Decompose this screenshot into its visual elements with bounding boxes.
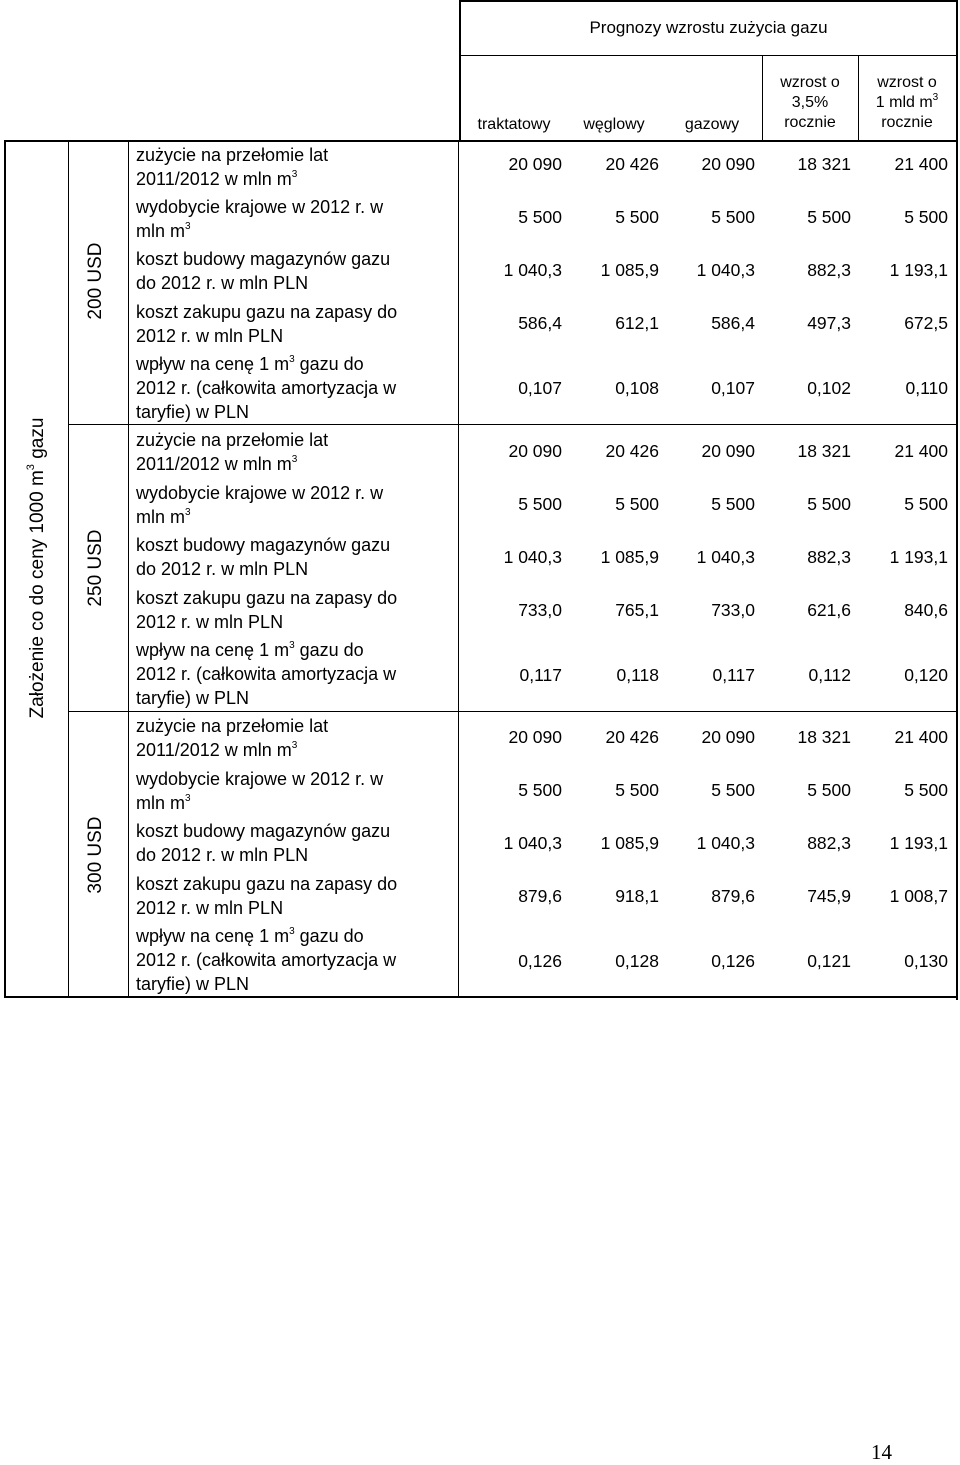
table-cell: 1 040,3 (503, 833, 562, 853)
table-cell: 0,130 (904, 951, 948, 971)
table-cell: 497,3 (807, 313, 851, 333)
table-cell: 0,128 (615, 951, 659, 971)
table-cell: 0,120 (904, 665, 948, 685)
table-cell: 0,126 (518, 951, 562, 971)
row-label-line: do 2012 r. w mln PLN (136, 273, 309, 293)
table-cell: 0,121 (807, 951, 851, 971)
table-cell: 0,117 (519, 665, 562, 685)
row-label-line: wydobycie krajowe w 2012 r. w (136, 483, 384, 503)
row-label (136, 352, 456, 424)
row-label-line: 2012 r. (całkowita amortyzacja w (136, 950, 397, 970)
row-label (136, 638, 456, 710)
row-label-line: wydobycie krajowe w 2012 r. w (136, 197, 384, 217)
row-label-line: wydobycie krajowe w 2012 r. w (136, 769, 384, 789)
table-cell: 1 040,3 (503, 260, 562, 280)
column-header-growth-1mld: wzrost o 1 mld $m^3$ rocznie (875, 74, 939, 131)
row-label-line: 2012 r. (całkowita amortyzacja w (136, 664, 397, 684)
row-label-line: koszt zakupu gazu na zapasy do (136, 588, 398, 608)
row-label-line: 2012 r. w mln PLN (136, 326, 284, 346)
table-cell: 5 500 (518, 494, 562, 514)
table-cell: 5 500 (711, 494, 755, 514)
table-cell: 21 400 (894, 441, 948, 461)
table-cell: 879,6 (711, 886, 755, 906)
table-cell: 1 085,9 (600, 260, 659, 280)
table-cell: 733,0 (518, 600, 562, 620)
row-label (136, 533, 456, 581)
table-cell: 21 400 (894, 727, 948, 747)
table-cell: 5 500 (904, 207, 948, 227)
row-label (136, 247, 456, 295)
table-cell: 1 193,1 (889, 260, 948, 280)
table-cell: 1 040,3 (696, 260, 755, 280)
column-header-gazowy: gazowy (684, 116, 740, 133)
row-label-line: 2011/2012 w mln $m^3$ (136, 740, 298, 760)
table-cell: 5 500 (518, 780, 562, 800)
row-label (136, 872, 456, 920)
table-cell: 20 090 (701, 441, 755, 461)
table-cell: 586,4 (518, 313, 562, 333)
table-cell: 1 193,1 (889, 833, 948, 853)
table-cell: 21 400 (894, 154, 948, 174)
row-label-line: do 2012 r. w mln PLN (136, 845, 309, 865)
row-label-line: wpływ na cenę 1 $m^3$ gazu do (136, 926, 364, 946)
column-header-growth-35: wzrost o 3,5% rocznie (780, 74, 840, 131)
table-cell: 5 500 (615, 780, 659, 800)
table-cell: 0,107 (518, 378, 562, 398)
table-cell: 5 500 (711, 207, 755, 227)
row-label-line: koszt zakupu gazu na zapasy do (136, 302, 398, 322)
row-label-line: zużycie na przełomie lat (136, 716, 329, 736)
table-cell: 1 085,9 (600, 833, 659, 853)
table-cell: 745,9 (807, 886, 851, 906)
table-cell: 5 500 (807, 780, 851, 800)
price-label-250: 250 USD (85, 529, 106, 607)
table-cell: 5 500 (904, 780, 948, 800)
row-label-line: mln $m^3$ (136, 507, 191, 527)
price-label-200: 200 USD (85, 242, 106, 320)
table-cell: 5 500 (615, 494, 659, 514)
row-label-line: taryfie) w PLN (136, 688, 250, 708)
table-cell: 5 500 (711, 780, 755, 800)
row-label-line: taryfie) w PLN (136, 974, 250, 994)
table-cell: 5 500 (904, 494, 948, 514)
table-cell: 621,6 (807, 600, 851, 620)
table-cell: 1 085,9 (600, 547, 659, 567)
table-cell: 20 090 (508, 727, 562, 747)
table-cell: 0,117 (712, 665, 755, 685)
table-cell: 882,3 (807, 547, 851, 567)
price-label-300: 300 USD (85, 816, 106, 894)
row-label-line: 2011/2012 w mln $m^3$ (136, 454, 298, 474)
table-cell: 5 500 (518, 207, 562, 227)
table-cell: 18 321 (797, 727, 851, 747)
row-label (136, 767, 456, 815)
row-label-line: 2012 r. (całkowita amortyzacja w (136, 378, 397, 398)
table-cell: 18 321 (797, 441, 851, 461)
column-header-weglowy: węglowy (583, 116, 645, 133)
row-label-line: 2012 r. w mln PLN (136, 612, 284, 632)
row-label (136, 195, 456, 243)
table-cell: 882,3 (807, 833, 851, 853)
row-label-line: mln $m^3$ (136, 793, 191, 813)
table-title: Prognozy wzrostu zużycia gazu (589, 18, 828, 37)
row-label-line: koszt budowy magazynów gazu (136, 249, 391, 269)
table-cell: 0,108 (615, 378, 659, 398)
table-cell: 879,6 (518, 886, 562, 906)
row-label-line: 2011/2012 w mln $m^3$ (136, 169, 298, 189)
table-cell: 5 500 (807, 494, 851, 514)
table-cell: 733,0 (711, 600, 755, 620)
table-cell: 1 193,1 (889, 547, 948, 567)
price-assumption-label: Założenie co do ceny 1000 $m^3$ gazu (24, 417, 48, 719)
table-cell: 672,5 (904, 313, 948, 333)
row-label-line: wpływ na cenę 1 $m^3$ gazu do (136, 354, 364, 374)
row-label-line: zużycie na przełomie lat (136, 430, 329, 450)
table-cell: 20 426 (605, 727, 659, 747)
table-cell: 1 008,7 (889, 886, 948, 906)
table-cell: 20 090 (701, 154, 755, 174)
row-label-line: koszt zakupu gazu na zapasy do (136, 874, 398, 894)
table-cell: 0,102 (807, 378, 851, 398)
row-label (136, 428, 456, 476)
row-label-line: zużycie na przełomie lat (136, 145, 329, 165)
table-cell: 918,1 (615, 886, 659, 906)
row-label-line: taryfie) w PLN (136, 402, 250, 422)
table-cell: 18 321 (797, 154, 851, 174)
row-label (136, 586, 456, 634)
table-cell: 0,118 (616, 665, 659, 685)
row-label (136, 300, 456, 348)
row-label-line: koszt budowy magazynów gazu (136, 535, 391, 555)
table-cell: 586,4 (711, 313, 755, 333)
table-cell: 765,1 (615, 600, 659, 620)
row-label (136, 714, 456, 762)
column-header-traktatowy: traktatowy (477, 116, 551, 133)
table-cell: 0,110 (905, 378, 948, 398)
table-cell: 0,107 (711, 378, 755, 398)
table-cell: 0,112 (808, 665, 851, 685)
row-label (136, 819, 456, 867)
row-label (136, 143, 456, 191)
table-cell: 612,1 (615, 313, 659, 333)
row-label (136, 924, 456, 996)
table-cell: 1 040,3 (696, 833, 755, 853)
table-cell: 840,6 (904, 600, 948, 620)
table-cell: 0,126 (711, 951, 755, 971)
table-cell: 882,3 (807, 260, 851, 280)
row-label-line: wpływ na cenę 1 $m^3$ gazu do (136, 640, 364, 660)
table-cell: 20 426 (605, 441, 659, 461)
table-cell: 20 426 (605, 154, 659, 174)
row-label-line: do 2012 r. w mln PLN (136, 559, 309, 579)
table-cell: 1 040,3 (696, 547, 755, 567)
row-label (136, 481, 456, 529)
table-cell: 20 090 (508, 154, 562, 174)
row-label-line: 2012 r. w mln PLN (136, 898, 284, 918)
row-label-line: koszt budowy magazynów gazu (136, 821, 391, 841)
page-number: 14 (871, 1440, 892, 1464)
table-cell: 5 500 (807, 207, 851, 227)
row-label-line: mln $m^3$ (136, 221, 191, 241)
table-cell: 1 040,3 (503, 547, 562, 567)
table-cell: 20 090 (701, 727, 755, 747)
table-cell: 5 500 (615, 207, 659, 227)
table-cell: 20 090 (508, 441, 562, 461)
